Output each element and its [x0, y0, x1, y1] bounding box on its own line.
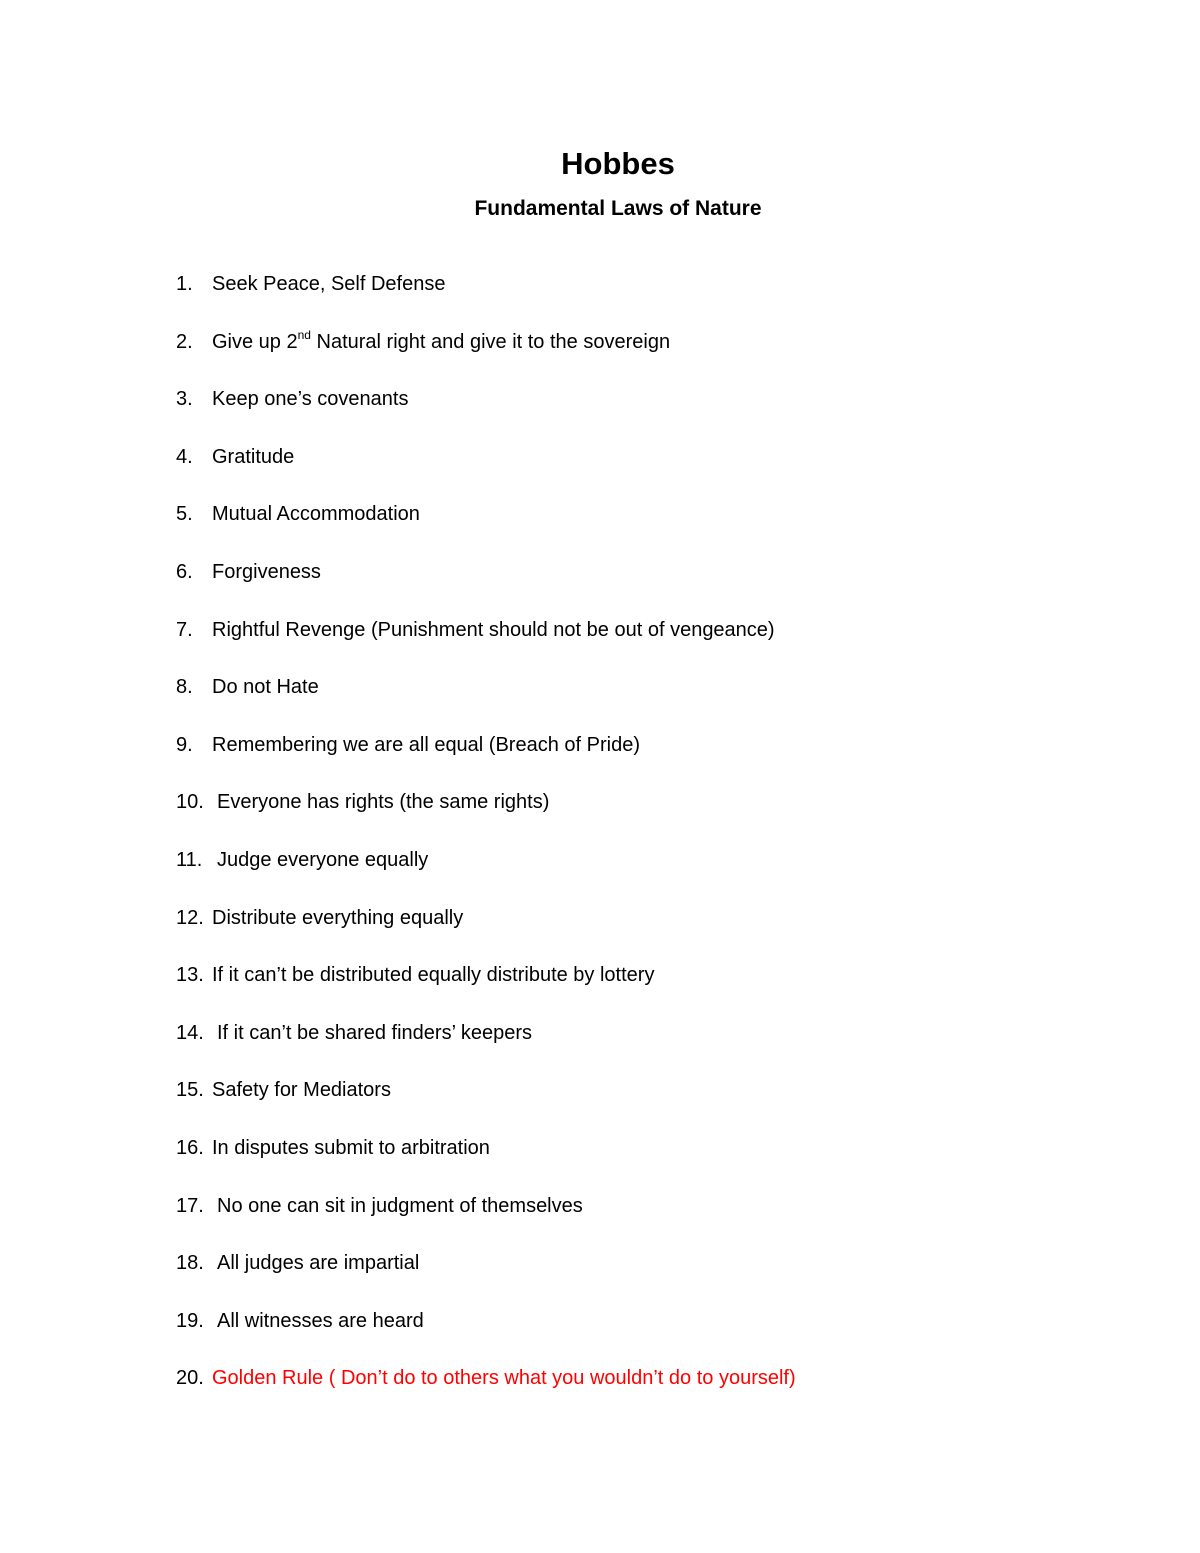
item-text: Distribute everything equally	[212, 906, 464, 929]
item-text-highlighted: Golden Rule ( Don’t do to others what you wouldn’t do to yourself)	[212, 1367, 796, 1390]
laws-list	[176, 268, 796, 1420]
list-item	[176, 1132, 796, 1190]
item-text: Judge everyone equally	[217, 848, 429, 871]
item-number: 13.	[176, 964, 204, 987]
item-number: 14.	[176, 1021, 204, 1044]
item-number: 2.	[176, 330, 193, 353]
list-item	[176, 671, 796, 729]
list-item	[176, 268, 796, 326]
list-item	[176, 1305, 796, 1363]
item-number: 6.	[176, 560, 193, 583]
list-item	[176, 614, 796, 672]
page-title: Hobbes	[561, 146, 675, 181]
list-item	[176, 1017, 796, 1075]
item-number: 10.	[176, 791, 204, 814]
item-number: 3.	[176, 388, 193, 411]
item-text: Rightful Revenge (Punishment should not be out of vengeance)	[212, 618, 775, 641]
list-item	[176, 498, 796, 556]
item-text: Gratitude	[212, 445, 295, 468]
ordinal-superscript: nd	[297, 327, 311, 342]
list-item-highlighted	[176, 1362, 796, 1420]
item-text: Everyone has rights (the same rights)	[217, 791, 550, 814]
item-text: Keep one’s covenants	[212, 388, 409, 411]
item-text: Seek Peace, Self Defense	[212, 273, 446, 295]
list-item	[176, 326, 796, 384]
item-number: 11.	[176, 848, 203, 871]
item-text: All judges are impartial	[217, 1252, 420, 1275]
item-number: 19.	[176, 1309, 204, 1332]
item-text: All witnesses are heard	[217, 1309, 424, 1332]
list-item	[176, 959, 796, 1017]
item-number: 1.	[176, 273, 193, 295]
item-text: If it can’t be shared finders’ keepers	[217, 1021, 532, 1044]
list-item	[176, 786, 796, 844]
item-number: 17.	[176, 1194, 204, 1217]
item-text: If it can’t be distributed equally distribute by lottery	[212, 964, 655, 987]
list-item	[176, 844, 796, 902]
item-number: 4.	[176, 445, 193, 468]
item-text-part: Natural right and give it to the sovereign	[310, 330, 671, 353]
item-text: No one can sit in judgment of themselves	[217, 1194, 583, 1217]
page-subtitle: Fundamental Laws of Nature	[474, 197, 762, 220]
item-number: 8.	[176, 676, 193, 699]
item-text	[212, 327, 671, 353]
item-number: 7.	[176, 618, 193, 641]
item-text: Do not Hate	[212, 676, 319, 699]
item-text: Forgiveness	[212, 560, 321, 583]
item-number: 15.	[176, 1079, 204, 1102]
item-number: 18.	[176, 1252, 204, 1275]
item-text: Mutual Accommodation	[212, 503, 420, 526]
item-number: 9.	[176, 733, 193, 756]
item-number: 5.	[176, 503, 193, 526]
list-item	[176, 1074, 796, 1132]
item-text-part: Give up 2	[212, 330, 298, 353]
item-text: Remembering we are all equal (Breach of Pride)	[212, 733, 640, 756]
list-item	[176, 556, 796, 614]
item-number: 20.	[176, 1367, 204, 1390]
list-item	[176, 902, 796, 960]
item-number: 16.	[176, 1136, 204, 1159]
list-item	[176, 1190, 796, 1248]
list-item	[176, 729, 796, 787]
list-item	[176, 1247, 796, 1305]
list-item	[176, 383, 796, 441]
item-text: Safety for Mediators	[212, 1079, 391, 1102]
item-text: In disputes submit to arbitration	[212, 1136, 490, 1159]
item-number: 12.	[176, 906, 204, 929]
list-item	[176, 441, 796, 499]
